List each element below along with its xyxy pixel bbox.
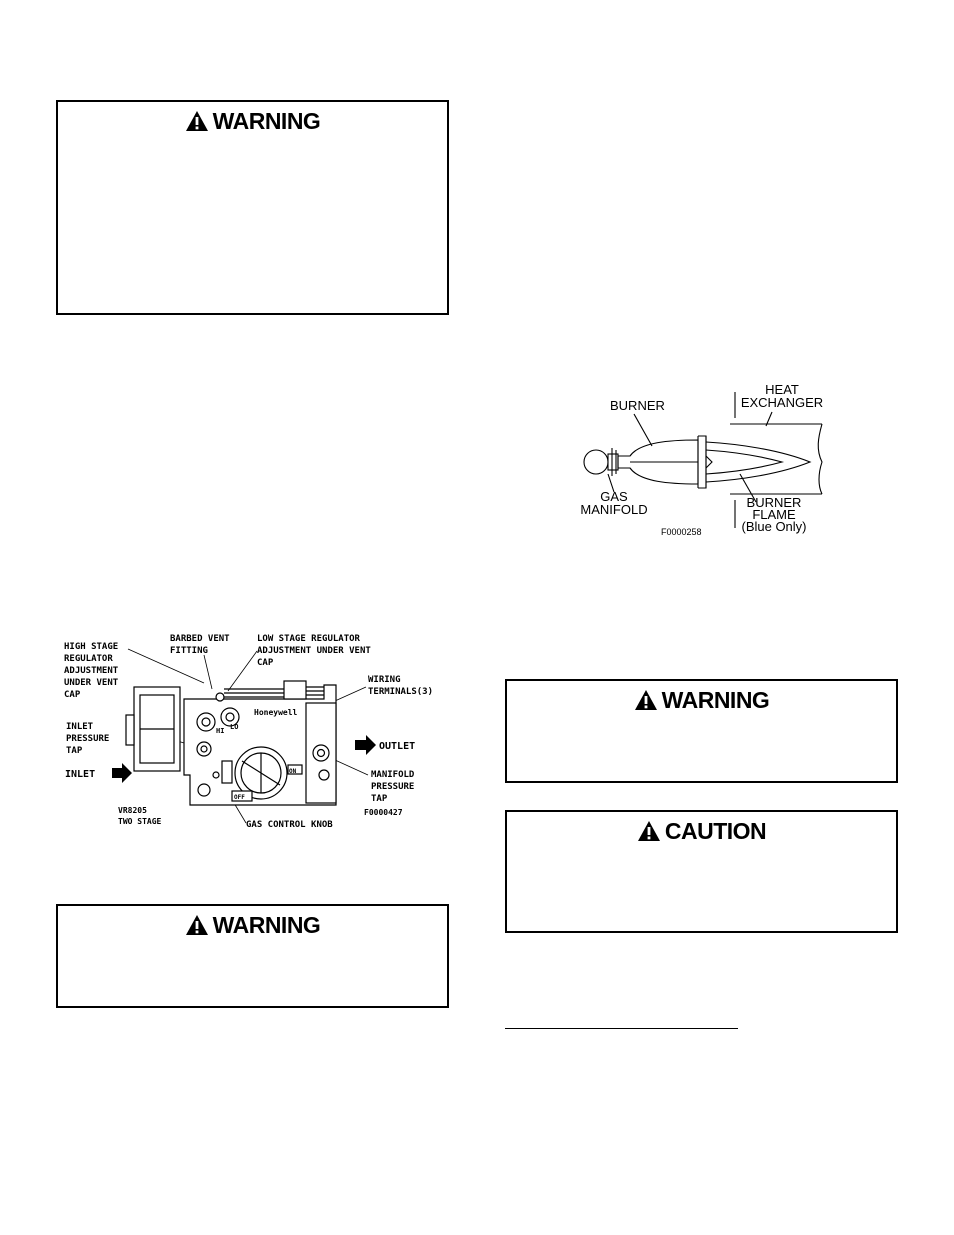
warning-heading: WARNING: [661, 687, 770, 713]
gas-manifold-label: GAS MANIFOLD: [580, 489, 648, 517]
caution-box-right: [505, 810, 898, 933]
inlet-label: INLET: [65, 769, 96, 780]
wiring-terminals-label: WIRING TERMINALS(3): [368, 675, 434, 697]
on-label: ON: [289, 768, 297, 775]
warning-header: [58, 108, 447, 134]
caution-triangle-icon: [637, 820, 661, 842]
figure-code-label: F0000427: [364, 808, 403, 817]
brand-label: Honeywell: [254, 708, 298, 717]
gas-control-knob-label: GAS CONTROL KNOB: [246, 820, 333, 830]
inlet-pressure-label: INLET PRESSURE TAP: [66, 722, 110, 756]
burner-flame-diagram: [560, 378, 840, 543]
burner-label: BURNER: [610, 398, 665, 413]
gas-valve-diagram: [56, 625, 456, 840]
heat-exchanger-label: HEAT EXCHANGER: [740, 382, 824, 410]
model-label: VR8205 TWO STAGE: [118, 806, 162, 826]
warning-heading: WARNING: [212, 912, 321, 938]
inlet-arrow-icon: [112, 763, 132, 783]
warning-triangle-icon: [185, 110, 209, 132]
burner-flame-label: BURNER FLAME (Blue Only): [741, 495, 807, 534]
valve-body: [126, 681, 336, 805]
caution-header: [507, 818, 896, 844]
barbed-vent-label: BARBED VENT FITTING: [170, 634, 230, 656]
warning-header: [58, 912, 447, 938]
low-stage-label: LOW STAGE REGULATOR ADJUSTMENT UNDER VENT CAP: [257, 634, 371, 668]
warning-box-top-left: [56, 100, 449, 315]
high-stage-label: HIGH STAGE REGULATOR ADJUSTMENT UNDER VENT CAP: [64, 642, 119, 700]
warning-box-right: [505, 679, 898, 783]
manifold-pressure-label: MANIFOLD PRESSURE TAP: [371, 770, 415, 804]
section-heading-underline: [505, 1028, 738, 1029]
hi-label: HI: [216, 727, 225, 735]
lo-label: LO: [230, 723, 239, 731]
warning-triangle-icon: [185, 914, 209, 936]
warning-header: [507, 687, 896, 713]
burner-figure-code: F0000258: [661, 527, 702, 537]
off-label: OFF: [234, 794, 245, 801]
caution-heading: CAUTION: [664, 818, 767, 844]
outlet-label: OUTLET: [379, 741, 416, 752]
warning-box-bottom-left: [56, 904, 449, 1008]
warning-heading: WARNING: [212, 108, 321, 134]
warning-triangle-icon: [634, 689, 658, 711]
outlet-arrow-icon: [355, 735, 376, 755]
